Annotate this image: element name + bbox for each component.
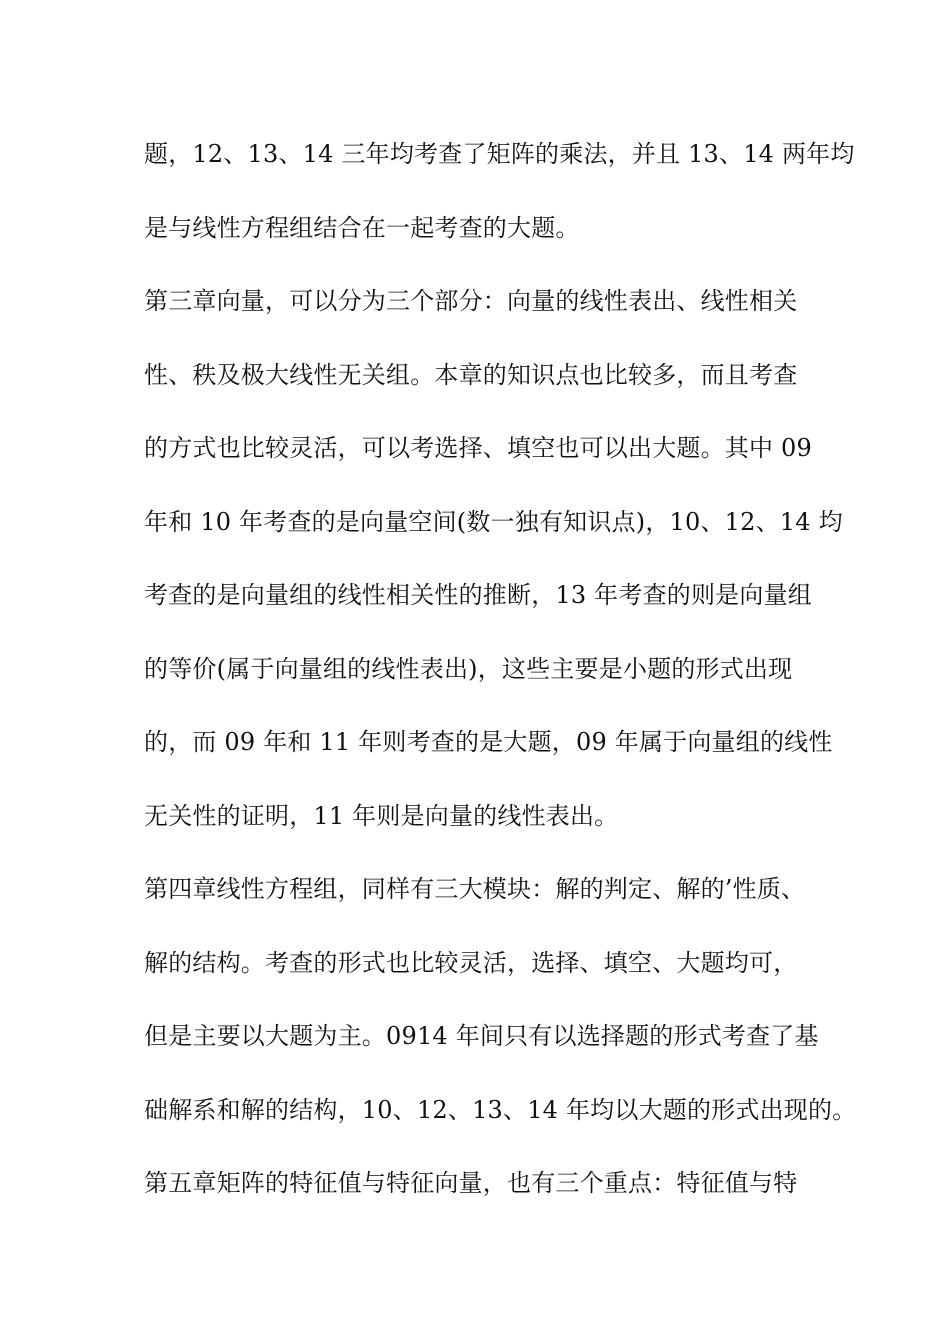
text-line: 的等价(属于向量组的线性表出)，这些主要是小题的形式出现 <box>144 654 793 683</box>
text-line: 性、秩及极大线性无关组。本章的知识点也比较多，而且考查 <box>144 360 798 389</box>
text-line: 础解系和解的结构，10、12、13、14 年均以大题的形式出现的。 <box>144 1095 857 1124</box>
text-line: 的方式也比较灵活，可以考选择、填空也可以出大题。其中 09 <box>144 434 812 462</box>
text-line: 但是主要以大题为主。0914 年间只有以选择题的形式考查了基 <box>144 1022 819 1050</box>
text-line: 第五章矩阵的特征值与特征向量，也有三个重点：特征值与特 <box>144 1169 798 1197</box>
text-line: 的，而 09 年和 11 年则考查的是大题，09 年属于向量组的线性 <box>144 728 833 756</box>
text-line: 题，12、13、14 三年均考查了矩阵的乘法，并且 13、14 两年均 <box>144 140 855 168</box>
text-line: 考查的是向量组的线性相关性的推断，13 年考查的则是向量组 <box>144 581 812 609</box>
text-line: 解的结构。考查的形式也比较灵活，选择、填空、大题均可， <box>144 948 798 977</box>
text-line: 无关性的证明，11 年则是向量的线性表出。 <box>144 801 619 830</box>
body-text <box>144 118 857 1221</box>
text-line: 第三章向量，可以分为三个部分：向量的线性表出、线性相关 <box>144 287 798 315</box>
text-line: 是与线性方程组结合在一起考查的大题。 <box>144 213 580 242</box>
text-line: 第四章线性方程组，同样有三大模块：解的判定、解的’性质、 <box>144 875 806 903</box>
text-line: 年和 10 年考查的是向量空间(数一独有知识点)，10、12、14 均 <box>144 507 843 536</box>
